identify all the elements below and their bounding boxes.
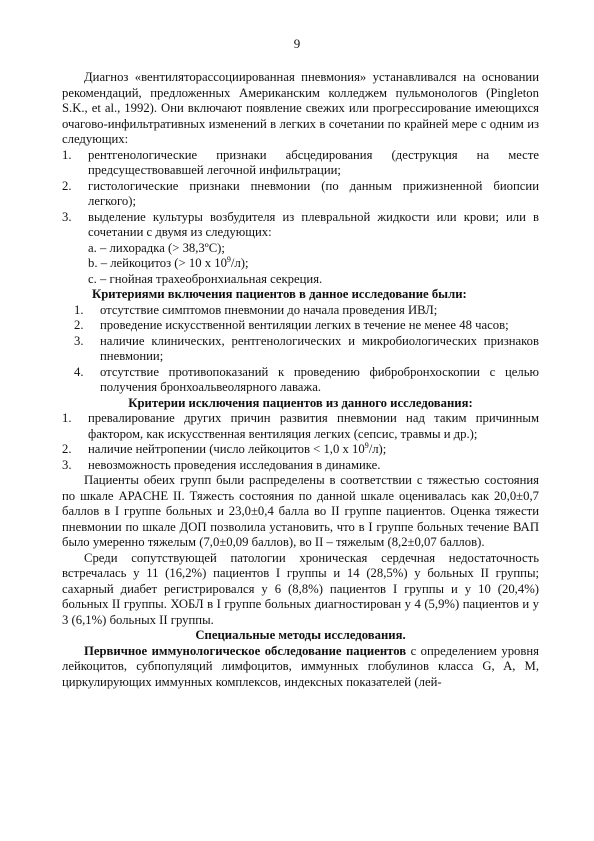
list-item-number: 1.	[74, 302, 84, 317]
inclusion-heading: Критериями включения пациентов в данное исследование были:	[92, 287, 467, 301]
list-item	[62, 210, 539, 241]
immunology-text: с определением уровня лейкоцитов, субпопуляций лимфоцитов, иммунных глобулинов класса G, A, M, циркулирующих иммунных комплексов, индексных показателей (лей-	[62, 643, 539, 689]
list-item-text: превалирование других причин развития пневмонии над таким причинным фактором, как искусственная вентиляция легких (сепсис, травмы и др.);	[88, 411, 539, 441]
sub-criterion-c: c. – гнойная трахеобронхиальная секреция.	[88, 271, 323, 286]
list-item	[62, 442, 539, 458]
list-item	[62, 148, 539, 179]
list-item-number: 2.	[74, 318, 84, 332]
sub-criterion-a: a. – лихорадка (> 38,3ºС);	[88, 240, 225, 255]
list-item-text: отсутствие противопоказаний к проведению фибробронхоскопии с целью получения бронхоальвеолярного лаважа.	[100, 364, 539, 394]
sub-criteria	[62, 241, 539, 288]
exclusion-criteria-list	[62, 411, 539, 473]
list-item-number: 3.	[62, 457, 72, 472]
immunology-paragraph	[62, 644, 539, 691]
list-item	[62, 179, 539, 210]
page-number: 9	[293, 36, 301, 51]
sub-criterion-b-exponent: 9	[226, 254, 231, 264]
list-item-text: гистологические признаки пневмонии (по данным прижизненной биопсии легкого);	[88, 178, 539, 208]
list-item-number: 3.	[62, 209, 72, 224]
list-item-number: 4.	[74, 364, 84, 379]
immunology-lead: Первичное иммунологическое обследование пациентов	[84, 643, 407, 658]
sub-criterion-b	[88, 256, 539, 272]
inclusion-criteria-list	[62, 303, 539, 396]
list-item	[74, 318, 539, 334]
list-item-text: отсутствие симптомов пневмонии до начала проведения ИВЛ;	[100, 302, 438, 317]
sub-criterion-b-unit: /л);	[230, 256, 249, 270]
list-item	[62, 458, 539, 474]
list-item-number: 2.	[62, 442, 72, 456]
apache-paragraph: Пациенты обеих групп были распределены в соответствии с тяжестью состояния по шкале APACHE II. Тяжесть состояния по данной шкале оценивалась как 20,0±0,7 баллов в I группе больных и 23,0±0,4 балла во II группе пациентов. Оценка тяжести пневмонии по шкале ДОП позволила установить, что в I группе больных течение ВАП было умеренно тяжелым (7,0±0,09 баллов), во II – тяжелым (8,2±0,07 баллов).	[62, 473, 539, 549]
list-item-text: проведение искусственной вентиляции легких в течение не менее 48 часов;	[100, 318, 509, 332]
comorbidity-paragraph: Среди сопутствующей патологии хроническая сердечная недостаточность встречалась у 11 (16,2%) пациентов I группы и 14 (28,5%) у больных II группы; сахарный диабет регистрировался у 6 (8,8%) пациентов I группы и у 10 (20,4%) больных II группы. ХОБЛ в I группе больных диагностирован у 4 (5,9%) пациентов и у 3 (6,1%) больных II группы.	[62, 550, 539, 627]
exclusion-heading: Критерии исключения пациентов из данного исследования:	[128, 395, 473, 410]
list-item-text: выделение культуры возбудителя из плевральной жидкости или крови; или в сочетании с двумя из следующих:	[88, 209, 539, 239]
special-methods-heading: Специальные методы исследования.	[195, 628, 406, 642]
list-item-text: наличие нейтропении (число лейкоцитов < 1,0 x 10	[88, 442, 365, 456]
list-item-unit: /л);	[368, 442, 387, 456]
list-item	[74, 334, 539, 365]
diagnosis-criteria-list	[62, 148, 539, 241]
list-item-text: невозможность проведения исследования в динамике.	[88, 457, 381, 472]
list-item-exponent: 9	[364, 440, 369, 450]
page-content	[62, 70, 539, 690]
list-item-number: 3.	[74, 333, 84, 348]
list-item-number: 2.	[62, 178, 72, 193]
list-item-number: 1.	[62, 147, 72, 162]
intro-paragraph: Диагноз «вентиляторассоциированная пневмония» устанавливался на основании рекомендаций, предложенных Американским колледжем пульмонологов (Pingleton S.K., et al., 1992). Они включают появление свежих или прогрессирование имеющихся очагово-инфильтративных изменений в легких в сочетании по крайней мере с одним из следующих:	[62, 70, 539, 146]
list-item	[74, 303, 539, 319]
list-item	[62, 411, 539, 442]
list-item-text: рентгенологические признаки абсцедирования (деструкция на месте предсуществовавшей легочной инфильтрации;	[88, 147, 539, 177]
list-item	[74, 365, 539, 396]
list-item-number: 1.	[62, 411, 72, 425]
sub-criterion-b-text: b. – лейкоцитоз (> 10 x 10	[88, 256, 227, 270]
list-item-text: наличие клинических, рентгенологических и микробиологических признаков пневмонии;	[100, 333, 539, 363]
